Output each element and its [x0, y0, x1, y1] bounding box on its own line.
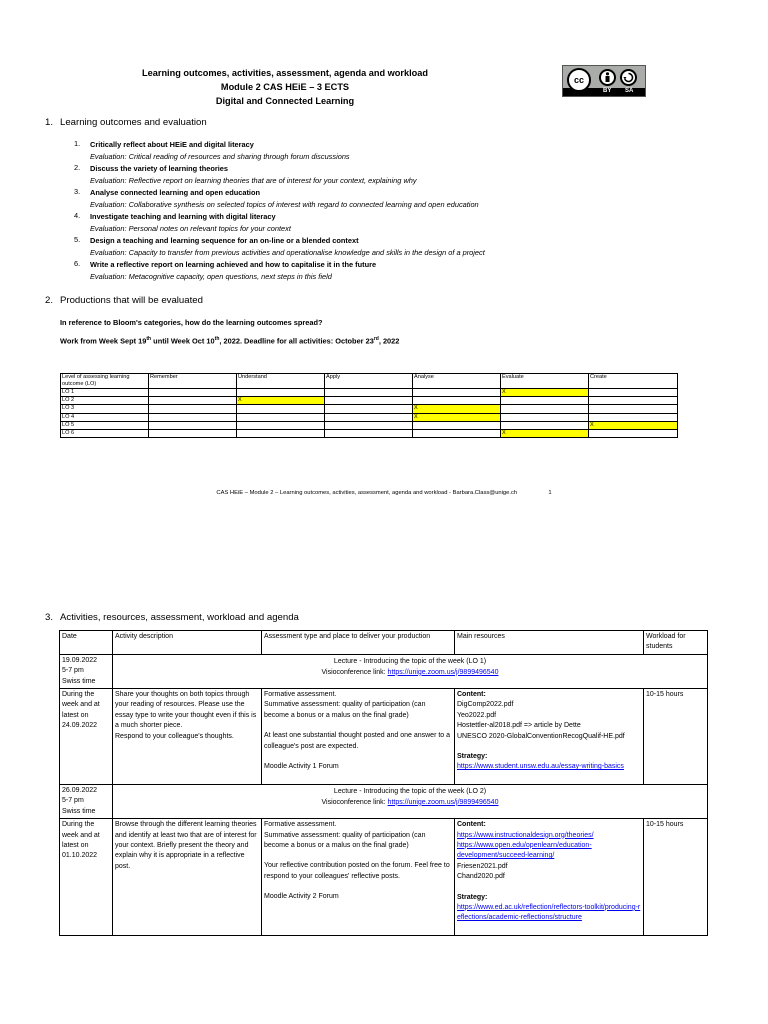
- outcome-title: Critically reflect about HEiE and digital literacy: [90, 140, 254, 149]
- resource-file: Yeo2022.pdf: [457, 711, 497, 719]
- bloom-empty-cell: [237, 389, 325, 397]
- outcome-evaluation: Evaluation: Personal notes on relevant topics for your context: [90, 224, 291, 233]
- bloom-empty-cell: [237, 405, 325, 413]
- content-label: Content:: [457, 821, 486, 829]
- bloom-header-cell: Understand: [237, 374, 325, 389]
- bloom-lo-cell: LO 5: [61, 421, 149, 429]
- section1-heading: Learning outcomes and evaluation: [60, 117, 207, 128]
- bloom-empty-cell: [149, 413, 237, 421]
- assessment-cell: [262, 819, 455, 936]
- outcome-number: 1.: [74, 139, 81, 148]
- learning-outcome-item: [74, 211, 485, 235]
- bloom-row: [61, 397, 678, 405]
- activity-description-cell: Share your thoughts on both topics through your reading of resources. Please use the essay type to write your thought even if this is a much shorter piece. Respond to your colleague's thoughts.: [113, 689, 262, 785]
- bloom-header-cell: Create: [589, 374, 678, 389]
- resource-file: UNESCO 2020-GlobalConventionRecogQualif-HE.pdf: [457, 732, 625, 740]
- bloom-empty-cell: [325, 421, 413, 429]
- section2-heading: Productions that will be evaluated: [60, 295, 203, 306]
- bloom-mark-cell: X: [237, 397, 325, 405]
- bloom-empty-cell: [149, 429, 237, 437]
- schedule-header-row: [60, 631, 708, 655]
- assessment-cell: [262, 689, 455, 785]
- assessment-line: Formative assessment.: [264, 691, 337, 699]
- resource-file: Hostettler-al2018.pdf => article by Dette: [457, 722, 581, 730]
- bloom-empty-cell: [237, 413, 325, 421]
- bloom-empty-cell: [589, 389, 678, 397]
- learning-outcome-item: [74, 187, 485, 211]
- document-title: Learning outcomes, activities, assessment, agenda and workload: [142, 68, 428, 78]
- activity-row: [60, 819, 708, 936]
- assessment-line: [264, 721, 452, 731]
- resource-link[interactable]: https://www.instructionaldesign.org/theories/: [457, 831, 594, 839]
- work-period-text: Work from Week Sept 19th until Week Oct 10th, 2022. Deadline for all activities: October 23rd, 2022: [60, 336, 400, 346]
- bloom-question: In reference to Bloom's categories, how do the learning outcomes spread?: [60, 318, 323, 327]
- assessment-line: Summative assessment: quality of participation (can become a bonus or a malus on the final grade): [264, 831, 426, 849]
- workload-cell: 10-15 hours: [644, 689, 708, 785]
- lecture-row: [60, 654, 708, 688]
- bloom-mark-cell: X: [413, 405, 501, 413]
- outcome-number: 3.: [74, 187, 81, 196]
- outcome-title: Investigate teaching and learning with digital literacy: [90, 212, 276, 221]
- assessment-line: Your reflective contribution posted on the forum. Feel free to respond to your colleagues' reflective posts.: [264, 862, 450, 880]
- cc-icon: cc: [567, 68, 591, 92]
- bloom-empty-cell: [149, 421, 237, 429]
- bloom-empty-cell: [237, 429, 325, 437]
- assessment-line: Formative assessment.: [264, 821, 337, 829]
- strategy-link[interactable]: https://www.ed.ac.uk/reflection/reflectors-toolkit/producing-reflections/academic-reflections/structure: [457, 903, 641, 922]
- resources-cell: [455, 689, 644, 785]
- bloom-empty-cell: [325, 413, 413, 421]
- bloom-empty-cell: [413, 389, 501, 397]
- schedule-header-cell: Date: [60, 631, 113, 655]
- lecture-date-cell: 19.09.2022 5-7 pm Swiss time: [60, 654, 113, 688]
- bloom-lo-cell: LO 4: [61, 413, 149, 421]
- section2-number: 2.: [45, 295, 54, 306]
- due-date-cell: During the week and at latest on 01.10.2022: [60, 819, 113, 936]
- bloom-empty-cell: [413, 421, 501, 429]
- bloom-empty-cell: [325, 397, 413, 405]
- assessment-line: Summative assessment: quality of participation (can become a bonus or a malus on the final grade): [264, 701, 426, 719]
- outcome-evaluation: Evaluation: Capacity to transfer from previous activities and operationalise knowledge and skills in the design of a project: [90, 248, 485, 257]
- outcome-title: Write a reflective report on learning achieved and how to capitalise it in the future: [90, 260, 377, 269]
- bloom-header-cell: Remember: [149, 374, 237, 389]
- section1-number: 1.: [45, 117, 54, 128]
- schedule-header-cell: Workload for students: [644, 631, 708, 655]
- assessment-line: At least one substantial thought posted and one answer to a colleague's post are expected.: [264, 732, 451, 750]
- outcome-title: Design a teaching and learning sequence for an on-line or a blended context: [90, 236, 359, 245]
- outcome-number: 5.: [74, 235, 81, 244]
- schedule-header-cell: Main resources: [455, 631, 644, 655]
- bloom-empty-cell: [501, 397, 589, 405]
- section3-number: 3.: [45, 612, 54, 623]
- bloom-row: [61, 389, 678, 397]
- outcome-title: Analyse connected learning and open education: [90, 188, 261, 197]
- outcome-number: 6.: [74, 259, 81, 268]
- visioconference-line: [115, 797, 705, 808]
- outcome-number: 2.: [74, 163, 81, 172]
- bloom-empty-cell: [325, 429, 413, 437]
- module-title: Module 2 CAS HEiE – 3 ECTS: [220, 82, 350, 92]
- by-label: BY: [603, 88, 612, 94]
- page-number: 1: [548, 490, 552, 496]
- schedule-header-cell: Assessment type and place to deliver your production: [262, 631, 455, 655]
- outcome-evaluation: Evaluation: Metacognitive capacity, open questions, next steps in this field: [90, 272, 332, 281]
- bloom-empty-cell: [413, 429, 501, 437]
- bloom-row: [61, 413, 678, 421]
- bloom-header-row: [61, 374, 678, 389]
- bloom-empty-cell: [325, 405, 413, 413]
- schedule-header-cell: Activity description: [113, 631, 262, 655]
- bloom-empty-cell: [501, 413, 589, 421]
- bloom-empty-cell: [237, 421, 325, 429]
- bloom-lo-cell: LO 3: [61, 405, 149, 413]
- zoom-link[interactable]: https://unige.zoom.us/j/9899496540: [387, 798, 499, 806]
- bloom-mark-cell: X: [501, 389, 589, 397]
- bloom-empty-cell: [149, 397, 237, 405]
- bloom-empty-cell: [149, 405, 237, 413]
- learning-outcome-item: [74, 139, 485, 163]
- resource-link[interactable]: https://www.open.edu/openlearn/education-development/succeed-learning/: [457, 841, 592, 860]
- bloom-row: [61, 421, 678, 429]
- lecture-row: [60, 784, 708, 818]
- bloom-matrix-table: [60, 373, 678, 438]
- assessment-line: Moodle Activity 2 Forum: [264, 893, 339, 901]
- section3-heading: Activities, resources, assessment, workload and agenda: [60, 612, 299, 623]
- learning-outcome-item: [74, 163, 485, 187]
- learning-outcomes-list: [74, 139, 485, 283]
- resources-cell: [455, 819, 644, 936]
- resource-file: Chand2020.pdf: [457, 873, 505, 881]
- bloom-empty-cell: [589, 413, 678, 421]
- bloom-empty-cell: [501, 421, 589, 429]
- learning-outcome-item: [74, 259, 485, 283]
- resource-file: DigComp2022.pdf: [457, 701, 514, 709]
- bloom-header-cell: Apply: [325, 374, 413, 389]
- lecture-date-cell: 26.09.2022 5-7 pm Swiss time: [60, 784, 113, 818]
- bloom-empty-cell: [149, 389, 237, 397]
- lecture-title: Lecture - Introducing the topic of the week (LO 2): [333, 787, 487, 795]
- module-subtitle: Digital and Connected Learning: [215, 96, 355, 106]
- bloom-lo-cell: LO 6: [61, 429, 149, 437]
- bloom-row: [61, 429, 678, 437]
- document-title-block: [0, 66, 570, 108]
- assessment-line: [264, 851, 452, 861]
- visioconference-label: Visioconference link:: [321, 798, 388, 806]
- bloom-mark-cell: X: [413, 413, 501, 421]
- bloom-header-cell: Analyse: [413, 374, 501, 389]
- activity-description-cell: Browse through the different learning theories and identify at least two that are of interest for your context. Briefly present the theory and explain why it is appropriate in a reflective post.: [113, 819, 262, 936]
- page-footer: [0, 490, 768, 496]
- bloom-lo-cell: LO 1: [61, 389, 149, 397]
- assessment-line: [264, 882, 452, 892]
- activity-row: [60, 689, 708, 785]
- bloom-empty-cell: [589, 429, 678, 437]
- bloom-header-cell: Evaluate: [501, 374, 589, 389]
- strategy-label: Strategy:: [457, 753, 488, 761]
- outcome-title: Discuss the variety of learning theories: [90, 164, 229, 173]
- bloom-empty-cell: [589, 405, 678, 413]
- assessment-line: [264, 752, 452, 762]
- due-date-cell: During the week and at latest on 24.09.2022: [60, 689, 113, 785]
- bloom-mark-cell: X: [589, 421, 678, 429]
- cc-by-sa-license-logo: [562, 65, 646, 97]
- outcome-evaluation: Evaluation: Collaborative synthesis on selected topics of interest with regard to connected learning and open education: [90, 200, 479, 209]
- strategy-link[interactable]: https://www.student.unsw.edu.au/essay-writing-basics: [457, 763, 624, 771]
- share-alike-icon: [620, 69, 637, 86]
- strategy-label: Strategy:: [457, 893, 488, 901]
- lecture-cell: [113, 654, 708, 688]
- bloom-mark-cell: X: [501, 429, 589, 437]
- bloom-row: [61, 405, 678, 413]
- schedule-table: [59, 630, 708, 936]
- bloom-header-cell: Level of assessing learning outcome (LO): [61, 374, 149, 389]
- sa-label: SA: [625, 88, 634, 94]
- zoom-link[interactable]: https://unige.zoom.us/j/9899496540: [387, 668, 499, 676]
- bloom-empty-cell: [589, 397, 678, 405]
- footer-text: CAS HEiE – Module 2 – Learning outcomes, activities, assessment, agenda and workload - Barbara.Class@unige.ch: [216, 490, 518, 496]
- bloom-empty-cell: [413, 397, 501, 405]
- bloom-lo-cell: LO 2: [61, 397, 149, 405]
- outcome-evaluation: Evaluation: Reflective report on learning theories that are of interest for your context, explaining why: [90, 176, 417, 185]
- workload-cell: 10-15 hours: [644, 819, 708, 936]
- lecture-cell: [113, 784, 708, 818]
- learning-outcome-item: [74, 235, 485, 259]
- outcome-number: 4.: [74, 211, 81, 220]
- visioconference-label: Visioconference link:: [321, 668, 388, 676]
- visioconference-line: [115, 667, 705, 678]
- bloom-empty-cell: [325, 389, 413, 397]
- content-label: Content:: [457, 691, 486, 699]
- lecture-title: Lecture - Introducing the topic of the week (LO 1): [333, 657, 487, 665]
- bloom-empty-cell: [501, 405, 589, 413]
- attribution-icon: [599, 69, 616, 86]
- assessment-line: Moodle Activity 1 Forum: [264, 763, 339, 771]
- resource-file: Friesen2021.pdf: [457, 862, 508, 870]
- outcome-evaluation: Evaluation: Critical reading of resources and sharing through forum discussions: [90, 152, 350, 161]
